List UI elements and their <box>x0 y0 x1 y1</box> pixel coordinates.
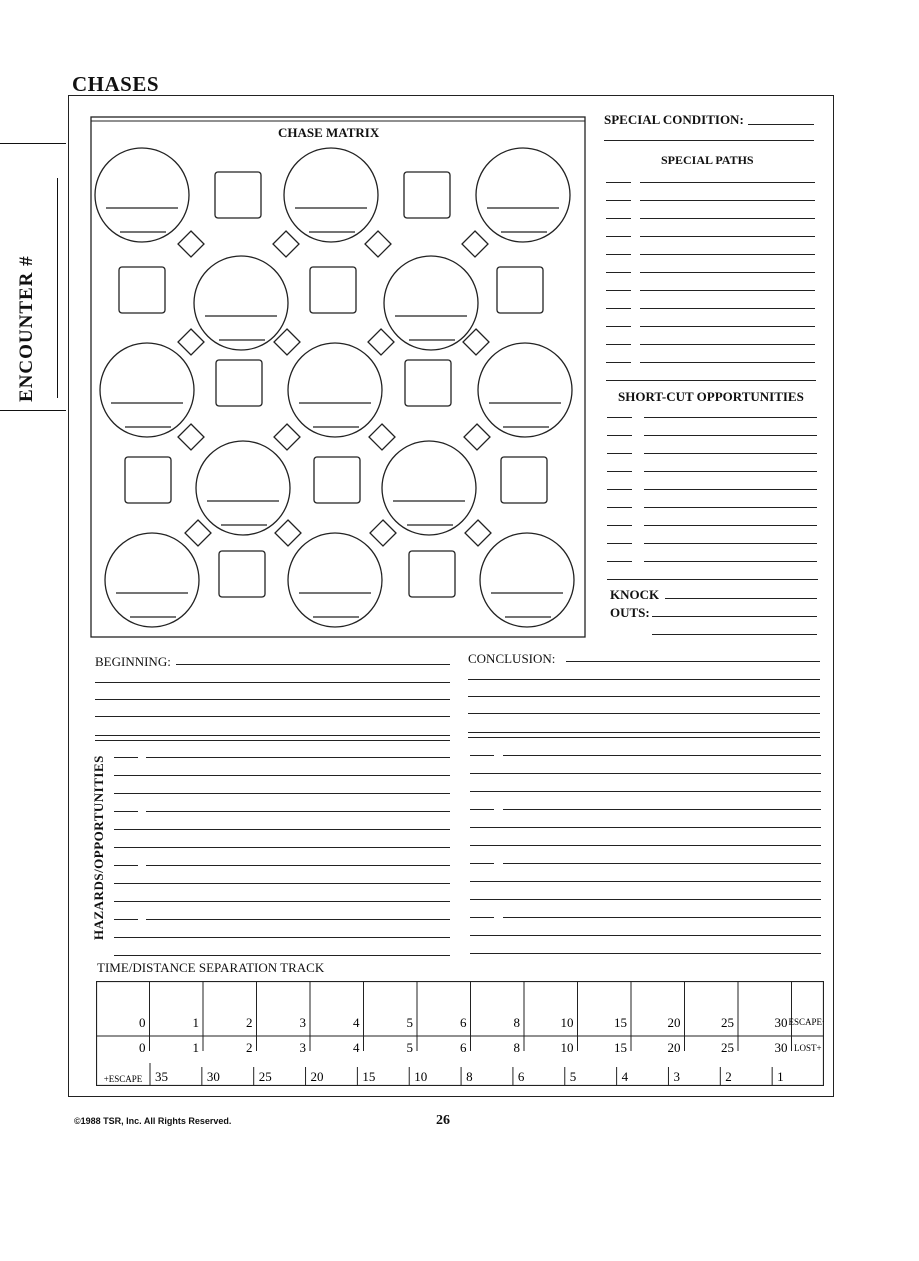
track-row2-value: 8 <box>513 1040 520 1055</box>
shortcut-number-line[interactable] <box>607 561 632 562</box>
shortcut-number-line[interactable] <box>607 417 632 418</box>
beginning-line[interactable] <box>95 699 450 700</box>
special-path-line[interactable] <box>640 362 815 363</box>
path-square[interactable] <box>409 551 455 597</box>
track-row3-value: 25 <box>258 1069 272 1084</box>
knock-label: KNOCK <box>610 587 660 602</box>
special-paths-label: SPECIAL PATHS <box>661 153 754 167</box>
opportunity-line[interactable] <box>470 827 821 828</box>
shortcut-number-line[interactable] <box>607 453 632 454</box>
knock-outs-line-3[interactable] <box>652 634 817 635</box>
track-row2-value: 3 <box>299 1040 306 1055</box>
conclusion-line[interactable] <box>468 696 820 697</box>
hazard-line[interactable] <box>114 955 450 956</box>
hazard-number-line[interactable] <box>114 757 138 758</box>
track-row1-value: 15 <box>614 1015 627 1030</box>
track-row2-value: 6 <box>460 1040 467 1055</box>
track-row1-value: 5 <box>406 1015 413 1030</box>
conclusion-label: CONCLUSION: <box>468 651 556 666</box>
special-path-number-line[interactable] <box>606 200 631 201</box>
path-square[interactable] <box>219 551 265 597</box>
hazard-line[interactable] <box>146 919 450 920</box>
conclusion-line[interactable] <box>468 713 820 714</box>
outs-label: OUTS: <box>610 605 650 620</box>
hazard-number-line[interactable] <box>114 811 138 812</box>
track-row3-value: 30 <box>206 1069 220 1084</box>
special-path-line[interactable] <box>640 326 815 327</box>
path-square[interactable] <box>119 267 165 313</box>
special-condition-label: SPECIAL CONDITION: <box>604 112 744 127</box>
special-path-line[interactable] <box>606 380 816 381</box>
hazard-line[interactable] <box>146 865 450 866</box>
knock-outs-line-2[interactable] <box>652 616 817 617</box>
junction-diamond[interactable] <box>370 520 396 546</box>
track-row3-value: 1 <box>777 1069 784 1084</box>
track-row3-value: 2 <box>725 1069 732 1084</box>
beginning-line[interactable] <box>95 682 450 683</box>
location-circle[interactable] <box>384 256 478 350</box>
opportunity-line[interactable] <box>470 791 821 792</box>
special-path-line[interactable] <box>640 254 815 255</box>
special-path-number-line[interactable] <box>606 272 631 273</box>
path-square[interactable] <box>216 360 262 406</box>
path-square[interactable] <box>314 457 360 503</box>
opportunity-line[interactable] <box>503 809 821 810</box>
shortcut-line[interactable] <box>644 417 817 418</box>
opportunity-line[interactable] <box>503 755 821 756</box>
track-row2-value: 0 <box>139 1040 146 1055</box>
special-path-line[interactable] <box>640 236 815 237</box>
shortcut-line[interactable] <box>644 543 817 544</box>
junction-diamond[interactable] <box>368 329 394 355</box>
shortcut-number-line[interactable] <box>607 507 632 508</box>
track-row1-value: 3 <box>299 1015 306 1030</box>
track-row2-value: 1 <box>192 1040 199 1055</box>
hazard-line[interactable] <box>114 937 450 938</box>
track-row2-value: 20 <box>667 1040 681 1055</box>
track-border[interactable] <box>97 982 824 1086</box>
special-path-line[interactable] <box>640 200 815 201</box>
junction-diamond[interactable] <box>369 424 395 450</box>
special-path-line[interactable] <box>640 272 815 273</box>
shortcut-number-line[interactable] <box>607 543 632 544</box>
page-number: 26 <box>436 1113 450 1128</box>
track-row2-value: 15 <box>614 1040 627 1055</box>
location-circle[interactable] <box>478 343 572 437</box>
location-circle[interactable] <box>288 533 382 627</box>
track-grid <box>96 981 824 1086</box>
track-row2-value: 4 <box>353 1040 360 1055</box>
track-row3-value: 10 <box>414 1069 428 1084</box>
track-row2-value: 2 <box>246 1040 253 1055</box>
hazard-line[interactable] <box>114 901 450 902</box>
shortcut-number-line[interactable] <box>607 489 632 490</box>
shortcut-number-line[interactable] <box>607 435 632 436</box>
opportunity-line[interactable] <box>470 935 821 936</box>
location-circle[interactable] <box>288 343 382 437</box>
track-row1-value: 6 <box>460 1015 467 1030</box>
special-path-line[interactable] <box>640 308 815 309</box>
location-circle[interactable] <box>284 148 378 242</box>
conclusion-line-0[interactable] <box>566 661 820 662</box>
chase-matrix-frame <box>91 117 585 637</box>
separation-track <box>96 981 824 1086</box>
shortcut-line[interactable] <box>644 453 817 454</box>
track-row3-value: 8 <box>466 1069 473 1084</box>
location-circle[interactable] <box>382 441 476 535</box>
path-square[interactable] <box>405 360 451 406</box>
hazard-line[interactable] <box>146 757 450 758</box>
special-path-number-line[interactable] <box>606 236 631 237</box>
special-path-number-line[interactable] <box>606 326 631 327</box>
knock-outs-line-1[interactable] <box>665 598 817 599</box>
shortcut-number-line[interactable] <box>607 471 632 472</box>
hazard-line[interactable] <box>146 811 450 812</box>
shortcut-line[interactable] <box>607 579 818 580</box>
location-circle[interactable] <box>194 256 288 350</box>
track-row1-value: 4 <box>353 1015 360 1030</box>
track-row2-value: 25 <box>721 1040 734 1055</box>
path-square[interactable] <box>215 172 261 218</box>
beginning-label: BEGINNING: <box>95 654 171 669</box>
hazard-number-line[interactable] <box>114 865 138 866</box>
opportunity-number-line[interactable] <box>470 755 494 756</box>
location-circle[interactable] <box>100 343 194 437</box>
conclusion-line[interactable] <box>468 679 820 680</box>
shortcut-line[interactable] <box>644 435 817 436</box>
track-row1-value: 8 <box>513 1015 520 1030</box>
track-row3-value: 4 <box>621 1069 629 1084</box>
track-lost-label: LOST+ <box>793 1043 822 1053</box>
junction-diamond[interactable] <box>185 520 211 546</box>
beginning-line[interactable] <box>95 735 450 736</box>
track-row3-value: 5 <box>569 1069 577 1084</box>
junction-diamond[interactable] <box>273 231 299 257</box>
path-square[interactable] <box>497 267 543 313</box>
track-row1-value: 25 <box>721 1015 734 1030</box>
track-row1-value: 1 <box>192 1015 199 1030</box>
special-condition-line-2[interactable] <box>604 140 814 141</box>
shortcut-line[interactable] <box>644 507 817 508</box>
beginning-line[interactable] <box>95 716 450 717</box>
track-row3-value: 15 <box>362 1069 376 1084</box>
track-title: TIME/DISTANCE SEPARATION TRACK <box>97 960 325 975</box>
shortcut-line[interactable] <box>644 525 817 526</box>
shortcut-number-line[interactable] <box>607 525 632 526</box>
beginning-line[interactable] <box>95 740 450 741</box>
special-path-number-line[interactable] <box>606 344 631 345</box>
junction-diamond[interactable] <box>465 520 491 546</box>
shortcut-line[interactable] <box>644 471 817 472</box>
track-row3-value: 3 <box>673 1069 680 1084</box>
hazard-number-line[interactable] <box>114 919 138 920</box>
chase-matrix-title: CHASE MATRIX <box>278 125 380 140</box>
special-condition-line[interactable] <box>748 124 814 125</box>
track-row1-value: 2 <box>246 1015 253 1030</box>
shortcut-label: SHORT-CUT OPPORTUNITIES <box>618 389 804 404</box>
track-row3-value: 20 <box>310 1069 324 1084</box>
hazards-label: HAZARDS/OPPORTUNITIES <box>91 755 106 940</box>
opportunity-line[interactable] <box>470 881 821 882</box>
special-path-number-line[interactable] <box>606 362 631 363</box>
opportunity-number-line[interactable] <box>470 917 494 918</box>
junction-diamond[interactable] <box>178 231 204 257</box>
path-square[interactable] <box>404 172 450 218</box>
hazard-line[interactable] <box>114 829 450 830</box>
junction-diamond[interactable] <box>365 231 391 257</box>
junction-diamond[interactable] <box>462 231 488 257</box>
hazard-line[interactable] <box>114 883 450 884</box>
track-row1-value: 20 <box>667 1015 681 1030</box>
path-square[interactable] <box>310 267 356 313</box>
junction-diamond[interactable] <box>464 424 490 450</box>
track-row3-value: 35 <box>155 1069 168 1084</box>
track-row2-value: 30 <box>774 1040 788 1055</box>
copyright: ©1988 TSR, Inc. All Rights Reserved. <box>74 1116 232 1126</box>
location-circle[interactable] <box>95 148 189 242</box>
special-path-line[interactable] <box>640 218 815 219</box>
shortcut-line[interactable] <box>644 489 817 490</box>
track-row1-value: 0 <box>139 1015 146 1030</box>
location-circle[interactable] <box>105 533 199 627</box>
track-row1-value: 10 <box>560 1015 574 1030</box>
path-square[interactable] <box>501 457 547 503</box>
opportunity-line[interactable] <box>470 899 821 900</box>
special-path-number-line[interactable] <box>606 182 631 183</box>
track-escape-label: ESCAPE+ <box>788 1017 824 1027</box>
hazard-line[interactable] <box>114 847 450 848</box>
location-circle[interactable] <box>196 441 290 535</box>
track-escape-start-label: +ESCAPE <box>103 1074 143 1084</box>
special-path-line[interactable] <box>640 344 815 345</box>
location-circle[interactable] <box>480 533 574 627</box>
hazard-line[interactable] <box>114 775 450 776</box>
conclusion-line[interactable] <box>468 737 820 738</box>
location-circle[interactable] <box>476 148 570 242</box>
junction-diamond[interactable] <box>178 424 204 450</box>
special-path-number-line[interactable] <box>606 308 631 309</box>
hazard-line[interactable] <box>114 793 450 794</box>
opportunity-line[interactable] <box>470 845 821 846</box>
track-row2-value: 5 <box>406 1040 413 1055</box>
special-path-line[interactable] <box>640 182 815 183</box>
conclusion-line[interactable] <box>468 732 820 733</box>
shortcut-line[interactable] <box>644 561 817 562</box>
opportunity-number-line[interactable] <box>470 809 494 810</box>
opportunity-line[interactable] <box>470 773 821 774</box>
track-row3-value: 6 <box>517 1069 525 1084</box>
opportunity-line[interactable] <box>503 863 821 864</box>
opportunity-line[interactable] <box>503 917 821 918</box>
encounter-label: ENCOUNTER # <box>16 255 37 402</box>
special-path-line[interactable] <box>640 290 815 291</box>
opportunity-line[interactable] <box>470 953 821 954</box>
junction-diamond[interactable] <box>274 424 300 450</box>
junction-diamond[interactable] <box>178 329 204 355</box>
special-path-number-line[interactable] <box>606 290 631 291</box>
beginning-line-0[interactable] <box>176 664 450 665</box>
track-row1-value: 30 <box>774 1015 788 1030</box>
special-path-number-line[interactable] <box>606 218 631 219</box>
track-row2-value: 10 <box>560 1040 574 1055</box>
opportunity-number-line[interactable] <box>470 863 494 864</box>
page-title: CHASES <box>72 72 160 96</box>
path-square[interactable] <box>125 457 171 503</box>
junction-diamond[interactable] <box>275 520 301 546</box>
special-path-number-line[interactable] <box>606 254 631 255</box>
